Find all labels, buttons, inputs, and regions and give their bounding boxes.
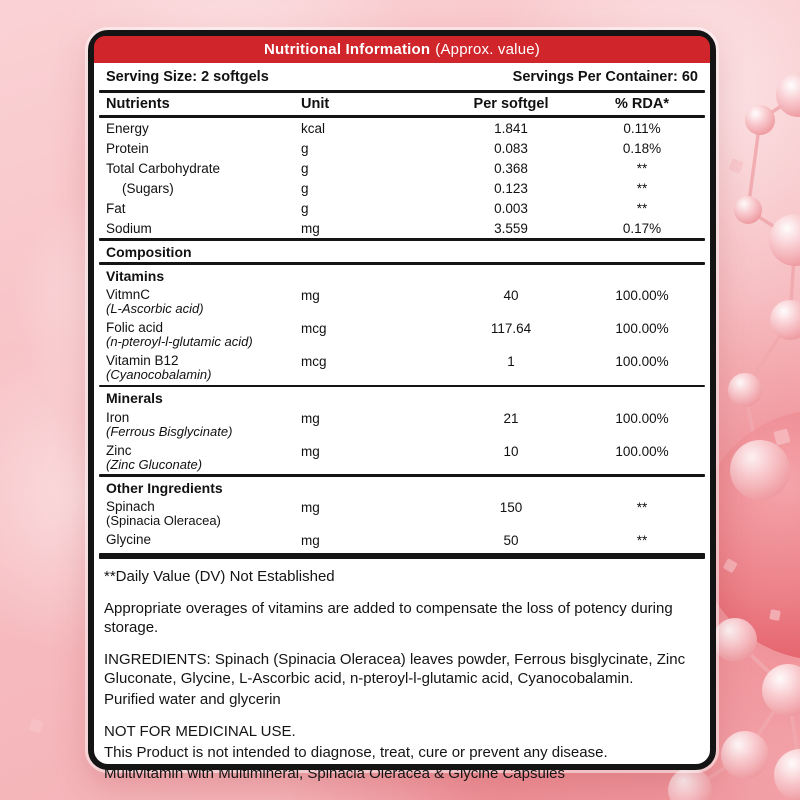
nutrient-name: VitmnC [106,287,151,302]
nutrient-unit: g [301,160,309,176]
table-row [94,286,710,319]
nutrient-chemical-name: (Cyanocobalamin) [106,367,212,382]
nutrient-rda: ** [636,200,648,216]
nutrient-per-softgel: 0.368 [494,160,528,176]
nutrient-rda: ** [636,533,648,548]
ingredients-paragraph: INGREDIENTS: Spinach (Spinacia Oleracea) leaves powder, Ferrous bisglycinate, Zinc Gluconate, Glycine, L-Ascorbic acid, n-pteroyl-l-glutamic acid, Cyanocobalamin. [104,650,686,687]
nutrient-per-softgel: 21 [503,410,519,426]
nutrient-botanical-name: (Spinacia Oleracea) [106,513,221,528]
table-row [94,178,710,198]
label-header-bar [94,36,710,63]
nutrient-name: Sodium [106,220,152,236]
table-row [94,531,710,551]
table-row [94,352,710,385]
nutrient-unit: mg [301,220,320,236]
column-header-rda: % RDA* [615,96,669,112]
ingredients-extra-line: Purified water and glycerin [104,690,281,708]
nutrient-per-softgel: 117.64 [490,321,532,336]
nutrient-unit: mg [301,288,320,303]
nutrient-rda: 0.11% [623,120,661,136]
nutrient-name: Energy [106,120,149,136]
servings-per-container: Servings Per Container: 60 [512,69,698,85]
nutrient-rda: 100.00% [615,410,669,426]
nutrient-per-softgel: 40 [503,288,519,303]
table-row [94,408,710,441]
nutrient-rda: 100.00% [615,443,669,459]
nutrient-unit: mcg [301,354,327,369]
nutrient-name: Iron [106,409,130,425]
serving-size: Serving Size: 2 softgels [106,69,269,85]
nutrient-chemical-name: (n-pteroyl-l-glutamic acid) [106,334,253,349]
column-header-unit: Unit [301,96,330,112]
table-row [94,218,710,238]
table-row [94,158,710,178]
product-description: Multivitamin with Multimineral, Spinacia Oleracea & Glycine Capsules [104,764,566,782]
table-row [94,441,710,474]
table-row [94,319,710,352]
table-row [94,498,710,531]
nutrient-unit: kcal [301,120,326,136]
nutrient-unit: mg [301,533,320,548]
nutrient-unit: mg [301,410,320,426]
nutrient-name: Protein [106,140,149,156]
section-label-minerals: Minerals [106,390,163,406]
medicinal-warning: NOT FOR MEDICINAL USE. [104,722,296,740]
nutrient-per-softgel: 150 [499,500,523,515]
nutrient-unit: mg [301,443,320,459]
nutrient-name: Glycine [106,532,152,547]
column-header-per-softgel: Per softgel [473,96,549,112]
nutrient-name: (Sugars) [122,180,174,196]
disease-disclaimer: This Product is not intended to diagnose, treat, cure or prevent any disease. [104,743,608,761]
composition-label: Composition [106,244,192,260]
nutrient-per-softgel: 0.083 [494,140,528,156]
nutrient-rda: ** [636,180,648,196]
nutrient-name: Zinc [106,442,132,458]
nutrient-name: Spinach [106,499,155,514]
nutrient-per-softgel: 0.123 [494,180,528,196]
label-title-note: (Approx. value) [435,41,540,58]
nutrient-rda: 100.00% [615,288,669,303]
nutrient-rda: ** [636,160,648,176]
nutrient-rda: 0.17% [622,220,662,236]
nutrient-name: Total Carbohydrate [106,160,221,176]
nutrient-unit: g [301,140,309,156]
nutrient-chemical-name: (L-Ascorbic acid) [106,301,204,316]
overage-note: Appropriate overages of vitamins are added to compensate the loss of potency during storage. [104,599,673,636]
nutrient-unit: mcg [301,321,327,336]
table-header-row [94,93,710,115]
nutrient-rda: 100.00% [615,354,669,369]
table-row [94,138,710,158]
nutrient-per-softgel: 1.841 [494,120,528,136]
nutrition-label-card [88,30,716,782]
column-header-nutrients: Nutrients [106,96,170,112]
nutrient-unit: mg [301,500,320,515]
nutrient-rda: 100.00% [615,321,669,336]
nutrient-chemical-name: (Zinc Gluconate) [106,456,203,472]
table-row [94,118,710,138]
nutrient-per-softgel: 0.003 [494,200,528,216]
nutrient-name: Vitamin B12 [106,353,179,368]
nutrient-per-softgel: 10 [503,443,519,459]
nutrient-rda: 0.18% [622,140,662,156]
label-footnotes [94,559,710,783]
nutrient-name: Folic acid [106,320,164,335]
nutrient-name: Fat [106,200,126,216]
section-label-vitamins: Vitamins [106,267,165,284]
table-row [94,198,710,218]
nutrient-per-softgel: 50 [503,533,519,548]
serving-info-row [94,63,710,90]
nutrient-unit: g [301,200,309,216]
nutrient-per-softgel: 3.559 [494,220,528,236]
nutrient-unit: g [301,180,309,196]
nutrient-per-softgel: 1 [507,354,515,369]
label-title: Nutritional Information [264,41,431,58]
section-label-other-ingredients: Other Ingredients [106,479,223,496]
daily-value-footnote: **Daily Value (DV) Not Established [104,567,335,585]
nutrient-rda: ** [636,500,648,515]
nutrient-chemical-name: (Ferrous Bisglycinate) [106,423,233,439]
